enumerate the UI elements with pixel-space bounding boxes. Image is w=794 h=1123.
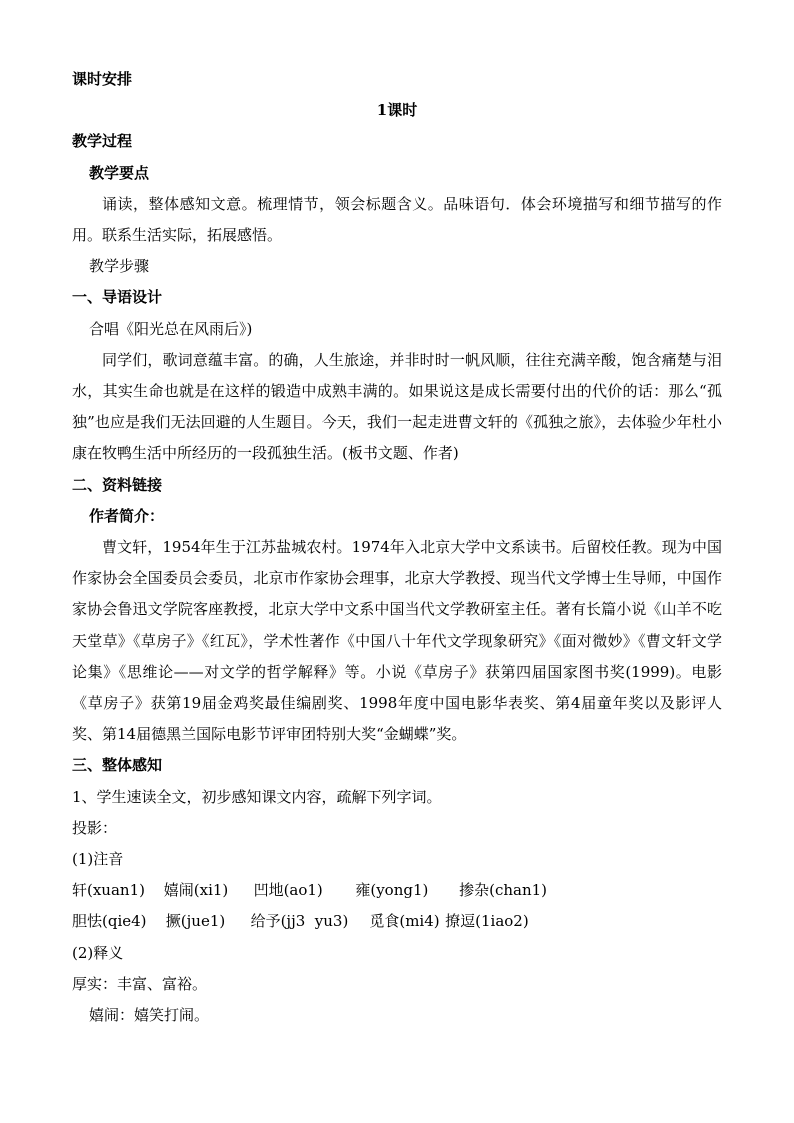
phonetics-row-2 (72, 906, 722, 937)
phonetic-item: 轩(xuan1) (72, 881, 145, 900)
document-page (72, 64, 722, 1031)
phonetic-item: 掺杂(chan1) (459, 881, 548, 900)
phonetic-item: 胆怯(qie4) (72, 912, 147, 931)
meaning-item-2: 嬉闹：嬉笑打闹。 (89, 1006, 210, 1025)
author-intro-paragraph: 曹文轩，1954年生于江苏盐城农村。1974年入北京大学中文系读书。后留校任教。现为中国作家协会全国委员会委员，北京市作家协会理事，北京大学教授、现当代文学博士生导师，中国作家协会鲁迅文学院客座教授，北京大学中文系中国当代文学教研室主任。著有长篇小说《山羊不吃天堂草》《草房子》《红瓦》，学术性著作《中国八十年代文学现象研究》《面对微妙》《曹文轩文学论集》《思维论——对文学的哲学解释》等。小说《草房子》获第四届国家图书奖(1999)。电影《草房子》获第19届金鸡奖最佳编剧奖、1998年度中国电影华表奖、第4届童年奖以及影评人奖、第14届德黑兰国际电影节评审团特别大奖“金蝴蝶”奖。 (72, 538, 722, 744)
reading-task: 1、学生速读全文，初步感知课文内容，疏解下列字词。 (72, 787, 442, 806)
part1-song-line: 合唱《阳光总在风雨后》) (89, 319, 253, 338)
phonetic-item: 撩逗(1iao2) (445, 912, 529, 931)
phonetic-item: 雍(yong1) (355, 881, 429, 900)
part1-heading: 一、导语设计 (72, 288, 163, 307)
author-intro-heading: 作者简介： (89, 506, 165, 525)
part1-paragraph: 同学们，歌词意蕴丰富。的确，人生旅途，并非时时一帆风顺，往往充满辛酸，饱含痛楚与泪水，其实生命也就是在这样的锻造中成熟丰满的。如果说这是成长需要付出的代价的话：那么“孤独”也应是我们无法回避的人生题目。今天，我们一起走进曹文轩的《孤独之旅》，去体验少年杜小康在牧鸭生活中所经历的一段孤独生活。(板书文题、作者) (72, 350, 722, 463)
phonetic-item: 觅食(mi4) (369, 912, 440, 931)
phonetic-item: 嬉闹(xi1) (163, 881, 229, 900)
key-points-heading: 教学要点 (89, 163, 150, 182)
part2-heading: 二、资料链接 (72, 475, 163, 494)
phonetics-row-1 (72, 875, 722, 906)
projection-label: 投影： (72, 818, 118, 837)
phonetic-item: 凹地(ao1) (253, 881, 323, 900)
phonetic-item: 撅(jue1) (165, 912, 226, 931)
meaning-item-1: 厚实：丰富、富裕。 (72, 974, 208, 993)
meaning-heading: (2)释义 (72, 943, 124, 962)
key-points-text: 诵读，整体感知文意。梳理情节，领会标题含义。品味语句．体会环境描写和细节描写的作用。联系生活实际，拓展感悟。 (72, 194, 722, 245)
phonetic-item: 给予(jj3 yu3) (250, 912, 349, 931)
phonetics-heading: (1)注音 (72, 850, 124, 869)
steps-heading: 教学步骤 (89, 257, 150, 276)
class-hours: 1课时 (376, 101, 418, 120)
section-title-schedule: 课时安排 (72, 70, 133, 88)
section-title-process: 教学过程 (72, 132, 133, 151)
part3-heading: 三、整体感知 (72, 756, 163, 775)
